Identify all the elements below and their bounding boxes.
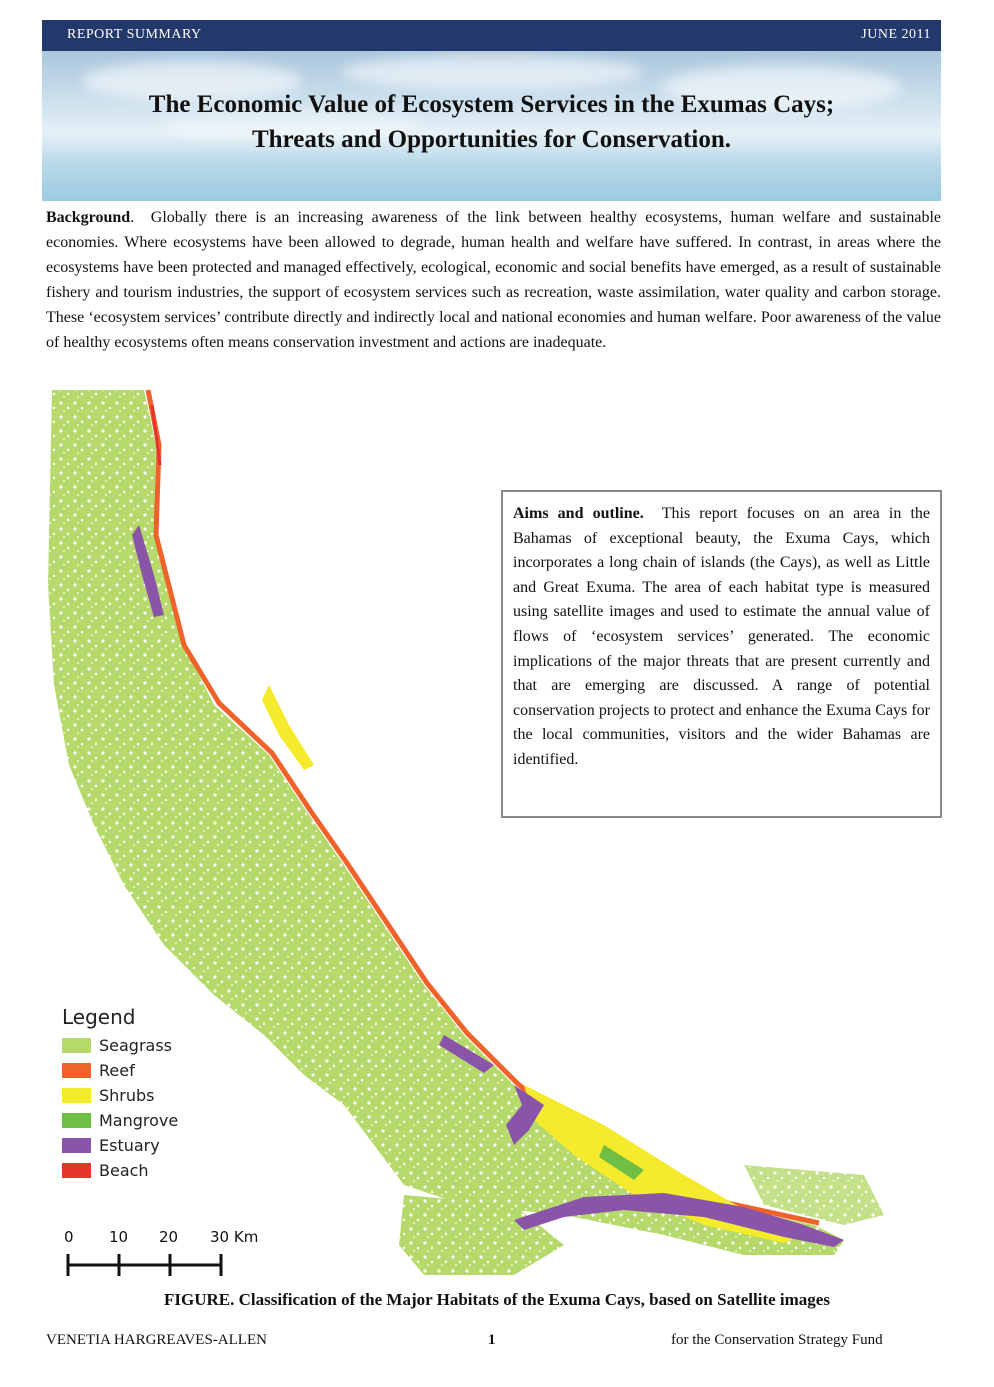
- scale-label-30: 30 Km: [210, 1228, 259, 1246]
- legend-title: Legend: [62, 1005, 136, 1029]
- scale-label-0: 0: [64, 1228, 74, 1246]
- aims-heading: Aims and outline.: [513, 505, 644, 522]
- header-bar: [42, 20, 941, 51]
- aims-box: [501, 490, 942, 818]
- legend-swatch-reef: [62, 1063, 91, 1078]
- legend-label: Estuary: [99, 1136, 160, 1155]
- map-legend: [62, 1005, 262, 1183]
- footer-organization: for the Conservation Strategy Fund: [671, 1332, 883, 1348]
- page-title: [42, 87, 941, 157]
- scale-label-20: 20: [159, 1228, 179, 1246]
- legend-label: Shrubs: [99, 1086, 155, 1105]
- legend-label: Reef: [99, 1061, 135, 1080]
- legend-item: [62, 1083, 262, 1108]
- legend-item: [62, 1033, 262, 1058]
- legend-item: [62, 1108, 262, 1133]
- legend-label: Mangrove: [99, 1111, 179, 1130]
- scale-bar: [64, 1228, 294, 1288]
- report-type-label: REPORT SUMMARY: [67, 27, 202, 42]
- legend-label: Beach: [99, 1161, 149, 1180]
- aims-text: This report focuses on an area in the Bahamas of exceptional beauty, the Exuma Cays, which incorporates a long chain of islands (the Cays), as well as Little and Great Exuma. The area of each habitat type is measured using satellite images and used to estimate the annual value of flows of ‘ecosystem services’ generated. The economic implications of the major threats that are present currently and that are emerging are discussed. A range of potential conservation projects to protect and enhance the Exuma Cays for the local communities, visitors and the wider Bahamas are identified.: [513, 505, 931, 768]
- legend-label: Seagrass: [99, 1036, 173, 1055]
- background-text: Globally there is an increasing awareness of the link between healthy ecosystems, human welfare and sustainable economies. Where ecosystems have been allowed to degrade, human health and welfare have suffered. In contrast, in areas where the ecosystems have been protected and managed effectively, ecological, economic and social benefits have emerged, as a result of sustainable fishery and tourism industries, the support of ecosystem services such as recreation, waste assimilation, water quality and carbon storage. These ‘ecosystem services’ contribute directly and indirectly local and national economies and human welfare. Poor awareness of the value of healthy ecosystems often means conservation investment and actions are inadequate.: [46, 209, 942, 351]
- legend-swatch-seagrass: [62, 1038, 91, 1053]
- background-paragraph: Background. Globally there is an increasing awareness of the link between healthy ecosystems, human welfare and sustainable economies. Where ecosystems have been allowed to degrade, human health and welfare have suffered. In contrast, in areas where the ecosystems have been protected and managed effectively, ecological, economic and social benefits have emerged, as a result of sustainable fishery and tourism industries, the support of ecosystem services such as recreation, waste assimilation, water quality and carbon storage. These ‘ecosystem services’ contribute directly and indirectly local and national economies and human welfare. Poor awareness of the value of healthy ecosystems often means conservation investment and actions are inadequate.: [46, 209, 942, 351]
- legend-swatch-mangrove: [62, 1113, 91, 1128]
- legend-swatch-estuary: [62, 1138, 91, 1153]
- background-heading: Background: [46, 209, 131, 226]
- title-line-1: The Economic Value of Ecosystem Services in the Exumas Cays;: [148, 91, 835, 118]
- title-line-2: Threats and Opportunities for Conservation.: [252, 126, 731, 153]
- legend-item: [62, 1133, 262, 1158]
- legend-item: [62, 1158, 262, 1183]
- legend-item: [62, 1058, 262, 1083]
- title-banner: [42, 51, 941, 201]
- aims-paragraph: [513, 502, 930, 773]
- page-number: 1: [488, 1332, 496, 1348]
- legend-swatch-shrubs: [62, 1088, 91, 1103]
- figure-caption: FIGURE. Classification of the Major Habitats of the Exuma Cays, based on Satellite images: [164, 1290, 830, 1309]
- footer-author: VENETIA HARGREAVES-ALLEN: [46, 1332, 267, 1348]
- scale-label-10: 10: [109, 1228, 129, 1246]
- scale-bar-graphic: [64, 1250, 234, 1280]
- report-date: JUNE 2011: [861, 27, 931, 42]
- legend-swatch-beach: [62, 1163, 91, 1178]
